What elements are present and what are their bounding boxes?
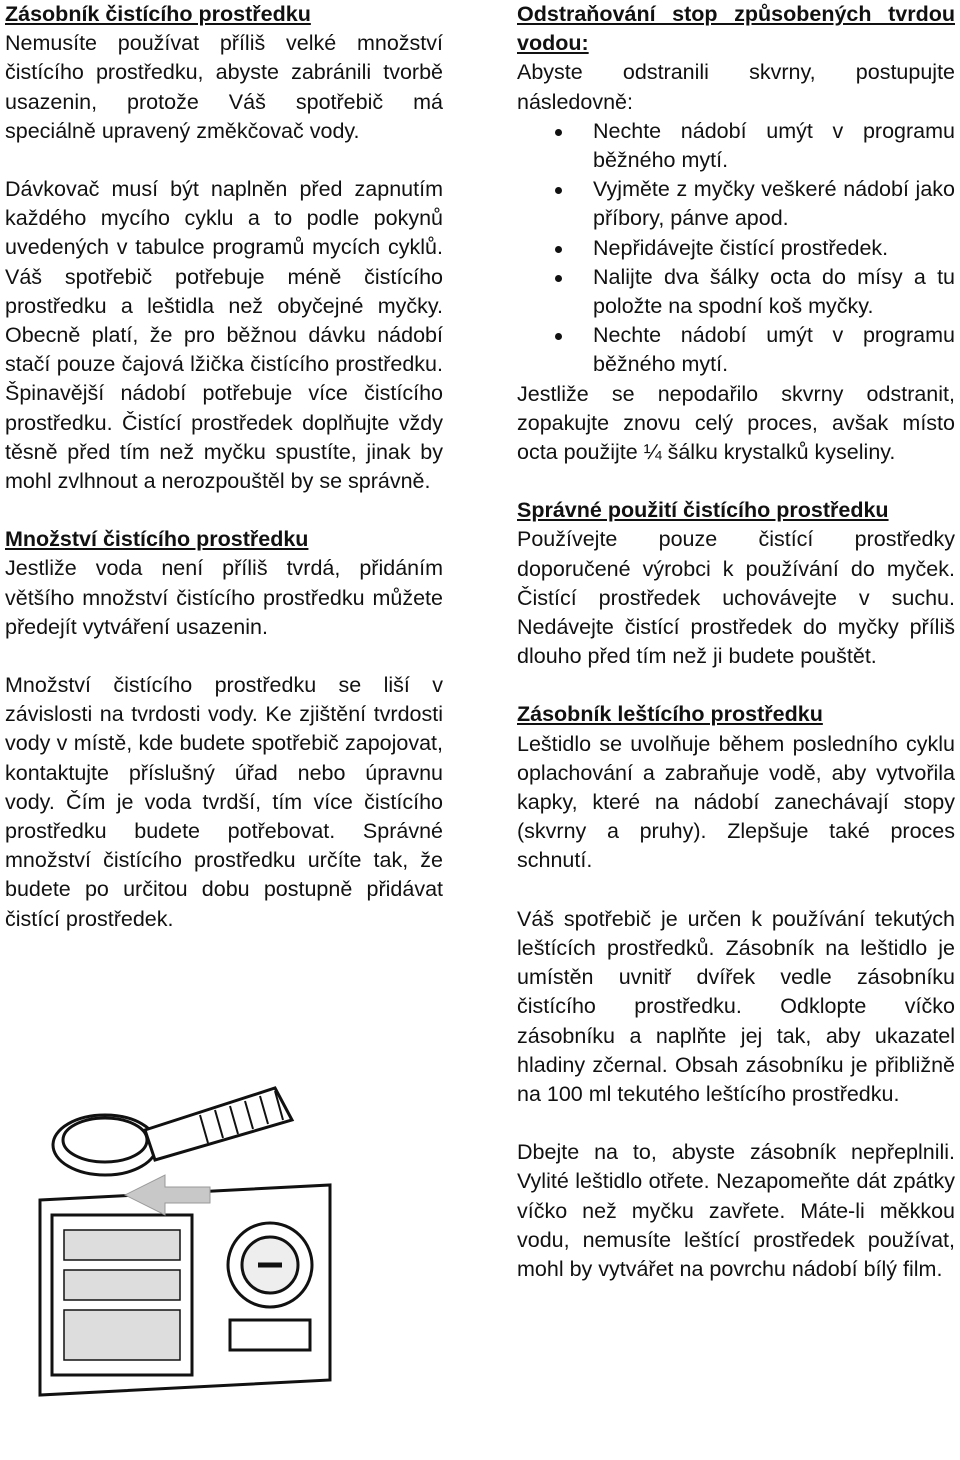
- paragraph-rinse-aid-filling: Váš spotřebič je určen k používání tekutých leštících prostředků. Zásobník na leštidlo je umístěn uvnitř dvířek vedle zásobníku čistícího prostředku. Odklopte víčko zásobníku a naplňte jej tak, aby ukazatel hladiny zčernal. Obsah zásobníku je přibližně na 100 ml tekutého leštícího prostředku.: [517, 906, 955, 1106]
- paragraph-stain-removal-intro: Abyste odstranili skvrny, postupujte následovně:: [517, 60, 955, 114]
- measuring-scoop-icon: [53, 1088, 292, 1175]
- left-column: [5, 0, 443, 934]
- paragraph-repeat-process: Jestliže se nepodařilo skvrny odstranit, zopakujte znovu celý proces, avšak místo octa použijte ¼ šálku krystalků kyseliny.: [517, 381, 955, 465]
- list-item: Vyjměte z myčky veškeré nádobí jako příbory, pánve apod.: [593, 175, 955, 233]
- paragraph-dispenser-filling: Dávkovač musí být naplněn před zapnutím každého mycího cyklu a to podle pokynů uvedených v tabulce programů mycích cyklů. Váš spotřebič potřebuje méně čistícího prostředku a leštidla než obyčejné myčky. Obecně platí, že pro běžnou dávku nádobí stačí pouze čajová lžička čistícího prostředku. Špinavější nádobí potřebuje více čistícího prostředku. Čistící prostředek doplňujte vždy těsně před tím než myčku spustíte, jinak by mohl zvlhnout a nerozpouštěl by se správně.: [5, 177, 443, 494]
- paragraph-detergent-intro: Nemusíte používat příliš velké množství čistícího prostředku, abyste zabránili tvorbě usazenin, protože Váš spotřebič má speciálně upravený změkčovač vody.: [5, 31, 443, 143]
- stain-removal-steps: [517, 117, 955, 380]
- list-item: Nepřidávejte čistící prostředek.: [593, 234, 955, 263]
- detergent-dispenser-illustration: [30, 1080, 450, 1400]
- paragraph-rinse-aid-function: Leštidlo se uvolňuje během posledního cyklu oplachování a zabraňuje vodě, aby vytvořila kapky, které na nádobí zanechávají stopy (skvrny a pruhy). Zlepšuje také proces schnutí.: [517, 731, 955, 873]
- paragraph-recommended-detergents: Používejte pouze čistící prostředky doporučené výrobci k používání do myček. Čistící prostředek uchovávejte v suchu. Nedávejte čistící prostředek do myčky příliš dlouho před tím než ji budete pouštět.: [517, 527, 955, 669]
- list-item: Nechte nádobí umýt v programu běžného mytí.: [593, 117, 955, 175]
- list-item: Nalijte dva šálky octa do mísy a tu položte na spodní koš myčky.: [593, 263, 955, 321]
- section-heading-detergent-amount: Množství čistícího prostředku: [5, 527, 309, 552]
- section-heading-correct-detergent-use: Správné použití čistícího prostředku: [517, 498, 889, 523]
- right-column: [517, 0, 955, 1284]
- list-item: Nechte nádobí umýt v programu běžného mytí.: [593, 321, 955, 379]
- section-heading-rinse-aid-dispenser: Zásobník leštícího prostředku: [517, 702, 823, 727]
- dispenser-panel: [40, 1185, 330, 1395]
- paragraph-rinse-aid-caution: Dbejte na to, abyste zásobník nepřeplnili. Vylité leštidlo otřete. Nezapomeňte dát zpátky víčko než myčku zavřete. Máte-li měkkou vodu, nemusíte leštící prostředek používat, mohl by vytvářet na povrchu nádobí bílý film.: [517, 1140, 955, 1281]
- section-heading-detergent-dispenser: Zásobník čistícího prostředku: [5, 2, 311, 26]
- section-heading-hard-water-stains: Odstraňování stop způsobených tvrdou vodou:: [517, 2, 955, 56]
- paragraph-soft-water: Jestliže voda není příliš tvrdá, přidáním většího množství čistícího prostředku můžete předejít vytváření usazenin.: [5, 556, 443, 639]
- paragraph-water-hardness: Množství čistícího prostředku se liší v závislosti na tvrdosti vody. Ke zjištění tvrdosti vody v místě, kde budete spotřebič zapojovat, kontaktujte příslušný úřad nebo úpravnu vody. Čím je voda tvrdší, tím více čistícího prostředku budete potřebovat. Správné množství čistícího prostředku určíte tak, že budete po určitou dobu postupně přidávat čistící prostředek.: [5, 673, 443, 931]
